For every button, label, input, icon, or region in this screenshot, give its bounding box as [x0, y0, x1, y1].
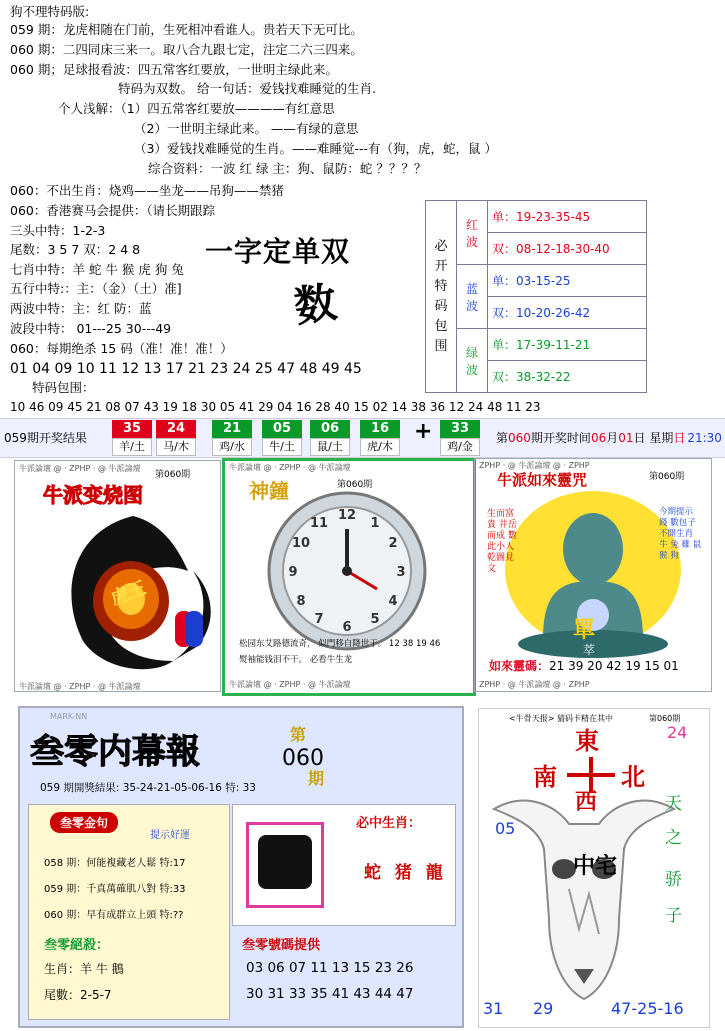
svg-text:8: 8: [296, 594, 306, 609]
result-ball: [440, 420, 480, 454]
result-ball: [262, 420, 302, 454]
info-seven-zodiac: 七肖中特：羊 蛇 牛 猴 虎 狗 兔: [10, 262, 184, 277]
panel1-title: 牛派变烧图: [43, 483, 143, 507]
buddha-chest-char: 單: [573, 618, 596, 643]
row-blue-odd: 单：03-15-25: [488, 265, 647, 297]
ball-zodiac: 牛/土: [262, 438, 302, 456]
ox-skull-image: [489, 769, 679, 1009]
svg-text:3: 3: [396, 565, 406, 580]
direction-west: 西: [575, 790, 598, 815]
panel2-title: 神鐘: [249, 479, 289, 503]
tema-numbers: 10 46 09 45 21 08 07 43 19 18 30 05 41 29 04 16 28 40 15 02 14 38 36 12 24 48 11 23: [10, 400, 541, 414]
panel4-tail: 尾數：2-5-7: [44, 988, 112, 1002]
analysis-2: （2）一世明主绿此来。 ——有绿的意思: [134, 121, 359, 136]
panel4-line-059: 059 期：千真萬確肌八對 特:33: [44, 884, 186, 895]
panel-burning-map: 牛派論壇 @ · ZPHP · @ 牛派論壇 牛派論壇 @ · ZPHP · @ 牛派論壇 第060期 牛派变烧图 虎王: [14, 460, 221, 692]
panel-clock: 牛派論壇 @ · ZPHP · @ 牛派論壇 牛派論壇 @ · ZPHP · @ 牛派論壇 神鐘 第060期 12 1 2 3 4 5 6 7 8 9 10 11 松园东艾路德流奇， 似門移自降世于。 12 38 19 46 熨袖能钱泪不干。 必看牛生龙: [222, 458, 476, 696]
vertical-2: 之: [665, 828, 682, 848]
ball-zodiac: 马/木: [156, 438, 196, 456]
svg-text:6: 6: [342, 620, 352, 635]
buddha-base-char: 萃: [583, 643, 596, 657]
panel3-side-text: 生而富貴 井岳而成 數此小人 乾圖見文: [487, 509, 517, 574]
svg-text:7: 7: [314, 612, 324, 627]
info-two-waves: 两波中特：主：红 防：蓝: [10, 301, 152, 316]
panel5-issue: 第060期: [649, 714, 681, 723]
ball-zodiac: 鸡/金: [440, 438, 480, 456]
panel4-issue: 060: [282, 746, 324, 771]
panel-inside-news: MARK-NN 叁零内幕報 第 060 期 059 期開獎結果: 35-24-21-05-06-16 特: 33 叁零金句 提示好運 058 期：何能複藏老人鬆 特:17 059 期：千真萬確肌八對 特:33 060 期：早有成群立上頭 特:?? 叁零絕殺： 生肖：羊 牛 鵝 尾數：2-5-7 必中生肖： 蛇 猪 龍 叁零號碼提供 03 06 07 11 13 15 23 26 30 31 33 35 41 43 44 47: [18, 706, 464, 1028]
slogan-character: 数: [291, 277, 340, 332]
ball-zodiac: 鼠/土: [310, 438, 350, 456]
panel2-issue: 第060期: [337, 480, 373, 490]
analysis-1: 个人浅解：（1）四五常客红要放————有红意思: [58, 101, 335, 116]
tema-label: 特码包围：: [32, 380, 95, 395]
panel4-zodiac: 生肖：羊 牛 鵝: [44, 962, 124, 976]
panel-buddha: ZPHP · @ 牛派論壇 @ · ZPHP ZPHP · @ 牛派論壇 @ · ZPHP 牛派如來靈咒 第060期 生而富貴 井岳而成 數此小人 乾圖見文 今期提示 錢 數包子 不開生肖 牛 兔 雞 鼠 猴 狗 單 萃 如來靈碼：21 39 20 42 19 15 01: [474, 458, 712, 692]
panel4-section-title: 叁零絕殺：: [44, 938, 110, 953]
ball-number: 16: [360, 420, 400, 438]
tema-double: 特码为双数。 给一句话：爱钱找难睡觉的生肖.: [118, 81, 376, 96]
svg-text:12: 12: [337, 508, 357, 523]
verse-059: 059 期：龙虎相随在门前，生死相冲看谁人。贵若天下无可比。: [10, 22, 363, 37]
ball-zodiac: 虎/木: [360, 438, 400, 456]
row-green-odd: 单：17-39-11-21: [488, 329, 647, 361]
panel4-nums-row1: 03 06 07 11 13 15 23 26: [246, 960, 414, 976]
plus-sign: +: [414, 419, 433, 444]
panel4-in-zodiacs: 蛇 猪 龍: [364, 863, 447, 883]
panel3-title: 牛派如來靈咒: [497, 471, 588, 489]
slogan: 一字定单双: [205, 235, 351, 268]
result-ball: [156, 420, 196, 454]
info-five-elements: 五行中特:：主：（金）（土）准]: [10, 281, 182, 296]
svg-text:1: 1: [370, 516, 380, 531]
panel4-issue-suffix: 期: [308, 769, 325, 788]
panel4-hint: 提示好運: [150, 830, 190, 841]
panel4-result: 059 期開獎結果: 35-24-21-05-06-16 特: 33: [40, 782, 256, 794]
ball-number: 21: [212, 420, 252, 438]
svg-text:4: 4: [388, 594, 398, 609]
kill-numbers: 01 04 09 10 11 12 13 17 21 23 24 25 47 48 49 45: [10, 361, 362, 377]
info-no-zodiac: 060：不出生肖：烧鸡——坐龙——吊狗——禁猪: [10, 183, 284, 198]
wave-red: 红波: [457, 201, 488, 265]
panel4-num-title: 叁零號碼提供: [242, 938, 321, 953]
ball-zodiac: 鸡/水: [212, 438, 252, 456]
row-green-even: 双：38-32-22: [488, 361, 647, 393]
zodiac-icon: [258, 835, 312, 889]
panel3-issue: 第060期: [649, 472, 685, 482]
page-title: 狗不理特码版:: [10, 4, 90, 19]
panel4-badge: 叁零金句: [50, 812, 118, 833]
ball-number: 06: [310, 420, 350, 438]
panel2-note2: 熨袖能钱泪不干。 必看牛生龙: [239, 655, 353, 665]
panel5-number-top: 24: [667, 723, 688, 742]
verse-060: 060 期：二四同床三来一。取八合九跟七定，注定二六三四来。: [10, 42, 363, 57]
result-ball: [360, 420, 400, 454]
vertical-1: 天: [665, 794, 682, 814]
row-red-odd: 单：19-23-35-45: [488, 201, 647, 233]
direction-east: 東: [575, 727, 599, 755]
ball-zodiac: 羊/土: [112, 438, 152, 456]
vertical-3: 骄: [665, 870, 682, 890]
panel4-issue-prefix: 第: [290, 725, 307, 744]
color-box-side-label: 必开特码包围: [426, 201, 457, 393]
clock-image: [265, 489, 430, 654]
direction-south: 南: [533, 763, 557, 791]
info-jockey-club: 060：香港赛马会提供：（请长期跟踪: [10, 203, 216, 218]
info-head: 三头中特：1-2-3: [10, 223, 106, 238]
result-ball: [112, 420, 152, 454]
row-red-even: 双：08-12-18-30-40: [488, 233, 647, 265]
summary: 综合资料：一波 红 绿 主：狗、鼠防：蛇 ？？？？: [148, 161, 427, 176]
ball-number: 35: [112, 420, 152, 438]
panel4-title: 叁零内幕報: [30, 732, 200, 772]
skull-center-text: 中宅: [573, 854, 618, 879]
info-kill-title: 060：每期绝杀 15 码（准！准！准！）: [10, 341, 233, 356]
bottom-number-1: 31: [483, 999, 504, 1018]
tiger-character: 虎王: [108, 577, 150, 610]
result-label: 059期开奖结果: [4, 431, 87, 445]
result-ball: [212, 420, 252, 454]
svg-text:9: 9: [288, 565, 298, 580]
color-box: [425, 200, 647, 393]
panel4-in-title: 必中生肖：: [356, 816, 422, 831]
wave-green: 绿波: [457, 329, 488, 393]
result-ball: [310, 420, 350, 454]
bottom-number-3: 47-25-16: [611, 999, 684, 1018]
ball-number: 05: [262, 420, 302, 438]
buddha-numbers: 如來靈碼：21 39 20 42 19 15 01: [489, 659, 679, 673]
svg-text:2: 2: [388, 536, 398, 551]
panel4-line-060: 060 期：早有成群立上頭 特:??: [44, 910, 184, 921]
analysis-3: （3）爱钱找难睡觉的生肖。——难睡觉---有（狗，虎，蛇，鼠 ）: [134, 141, 497, 156]
info-wave-range: 波段中特： 01---25 30---49: [10, 321, 172, 336]
panel1-issue: 第060期: [155, 470, 191, 480]
wave-blue: 蓝波: [457, 265, 488, 329]
direction-north: 北: [621, 763, 645, 791]
svg-text:11: 11: [309, 516, 329, 531]
ball-number: 33: [440, 420, 480, 438]
panel4-nums-row2: 30 31 33 35 41 43 44 47: [246, 986, 414, 1002]
row-blue-even: 双：10-20-26-42: [488, 297, 647, 329]
svg-text:10: 10: [291, 536, 311, 551]
ball-number: 24: [156, 420, 196, 438]
svg-text:5: 5: [370, 612, 380, 627]
vertical-4: 子: [665, 906, 682, 926]
panel5-header: <牛骨天报> 猜码卡精在其中: [509, 714, 613, 723]
panel4-line-058: 058 期：何能複藏老人鬆 特:17: [44, 858, 186, 869]
info-tail: 尾数：3 5 7 双：2 4 8: [10, 242, 141, 257]
bottom-number-2: 29: [533, 999, 554, 1018]
next-draw-time: 第060期开奖时间06月01日 星期日 21:30: [496, 431, 722, 445]
football-verse: 060 期；足球报看波：四五常客红要放，一世明主绿此来。: [10, 62, 338, 77]
panel4-icon-frame: [246, 822, 324, 908]
panel5-number-left: 05: [495, 819, 516, 838]
panel-skull: [478, 708, 710, 1028]
panel2-note1: 松园东艾路德流奇， 似門移自降世于。 12 38 19 46: [239, 639, 441, 649]
panel3-right-text: 今期提示 錢 數包子 不開生肖 牛 兔 雞 鼠 猴 狗: [659, 507, 702, 561]
